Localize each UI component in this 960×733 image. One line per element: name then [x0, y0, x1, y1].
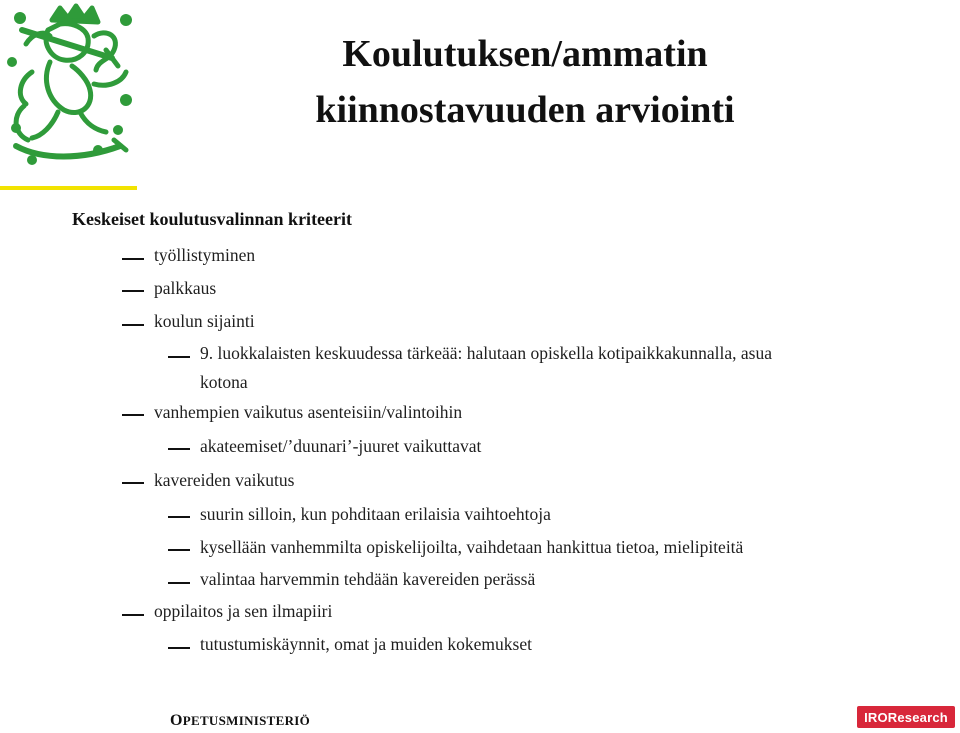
bullet-dash — [122, 614, 144, 616]
lion-crest-icon — [2, 0, 140, 176]
bullet-dash — [168, 582, 190, 584]
list-item: vanhempien vaikutus asenteisiin/valintoihin — [154, 402, 463, 422]
bullet-dash — [122, 258, 144, 260]
list-item: palkkaus — [154, 278, 217, 298]
bullet-dash — [122, 324, 144, 326]
section-heading: Keskeiset koulutusvalinnan kriteerit — [72, 209, 353, 229]
bullet-dash — [168, 356, 190, 358]
bullet-dash — [168, 647, 190, 649]
list-item: 9. luokkalaisten keskuudessa tärkeää: halutaan opiskella kotipaikkakunnalla, asua — [200, 343, 772, 363]
footer-organization — [170, 712, 310, 730]
title-line-1: Koulutuksen/ammatin — [342, 33, 708, 75]
bullet-dash — [122, 482, 144, 484]
iroresearch-logo-text: IROResearch — [864, 709, 948, 725]
list-item: oppilaitos ja sen ilmapiiri — [154, 601, 333, 621]
bullet-dash — [168, 448, 190, 450]
bullet-dash — [122, 290, 144, 292]
list-item: koulun sijainti — [154, 311, 255, 331]
list-item: suurin silloin, kun pohditaan erilaisia vaihtoehtoja — [200, 504, 551, 524]
footer-organization-initial: O — [170, 712, 183, 729]
list-item: tutustumiskäynnit, omat ja muiden kokemukset — [200, 634, 532, 654]
crest-underline — [0, 186, 137, 190]
iroresearch-logo — [857, 706, 955, 728]
list-item: akateemiset/’duunari’-juuret vaikuttavat — [200, 436, 482, 456]
footer-organization-rest: PETUSMINISTERIÖ — [182, 713, 311, 728]
list-item: kysellään vanhemmilta opiskelijoilta, vaihdetaan hankittua tietoa, mielipiteitä — [200, 537, 744, 557]
bullet-dash — [168, 516, 190, 518]
list-item-continuation: kotona — [200, 372, 248, 392]
list-item: valintaa harvemmin tehdään kavereiden perässä — [200, 569, 536, 589]
list-item: kavereiden vaikutus — [154, 470, 295, 490]
bullet-dash — [122, 414, 144, 416]
page-title — [245, 26, 805, 138]
list-item: työllistyminen — [154, 245, 256, 265]
title-line-2: kiinnostavuuden arviointi — [315, 89, 735, 131]
bullet-dash — [168, 549, 190, 551]
